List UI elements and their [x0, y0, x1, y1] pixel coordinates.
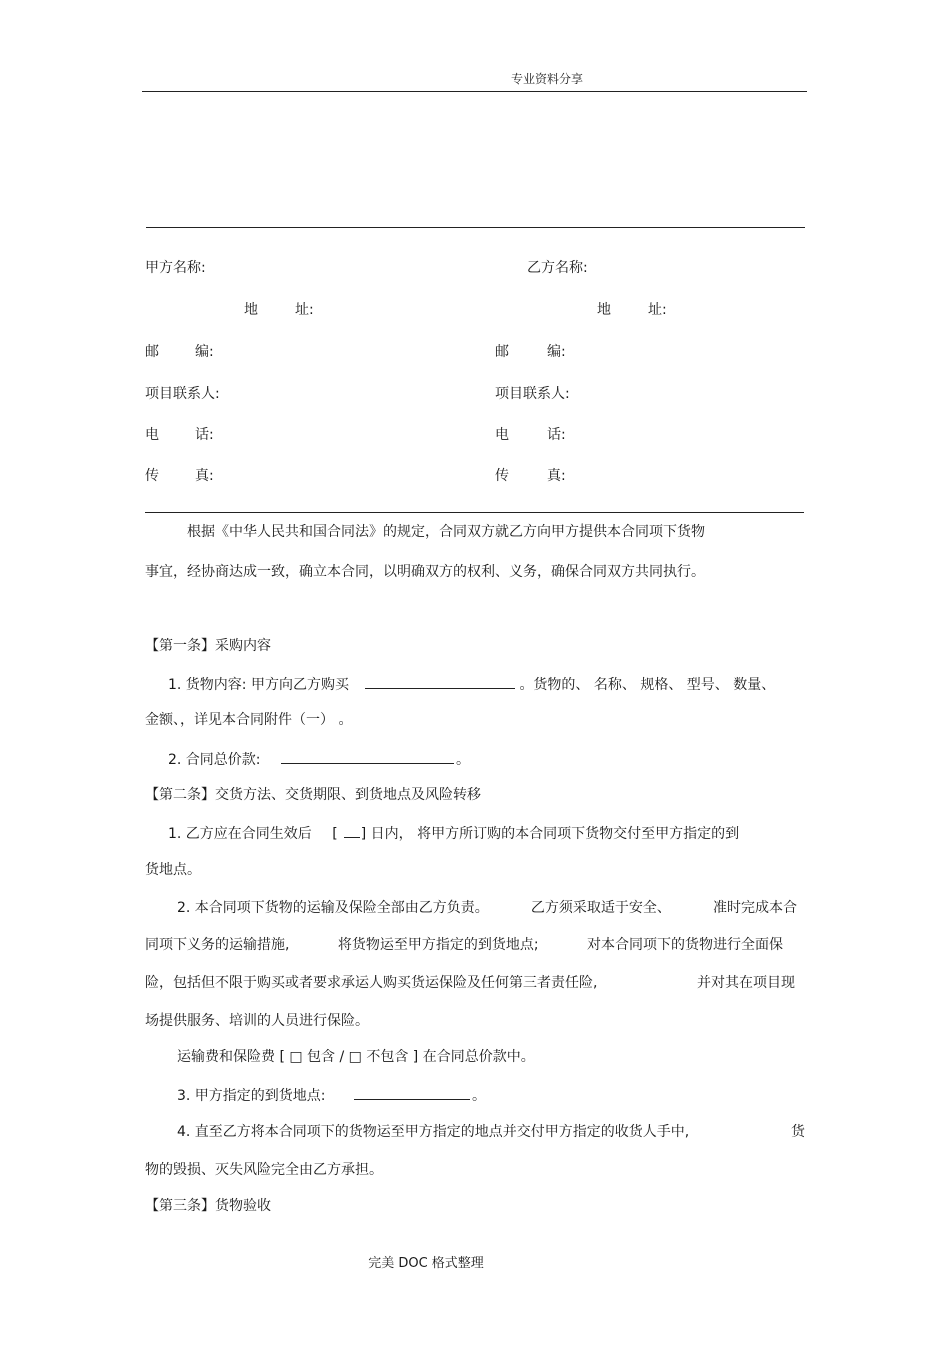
party-b-tel-char2: 话: [547, 427, 566, 443]
item-2-l1-a: 2. 本合同项下货物的运输及保险全部由乙方负责。 [177, 900, 489, 916]
article-2-item-3 [177, 1085, 486, 1106]
delivery-days-bracket-close: ] [360, 826, 367, 842]
article-2-item-3-suffix: 。 [471, 1088, 486, 1104]
article-1-heading: 【第一条】采购内容 [145, 638, 271, 654]
party-a-address-char2: 址: [295, 302, 314, 318]
delivery-location-blank[interactable] [354, 1085, 470, 1100]
intro-line-2: 事宜，经协商达成一致，确立本合同，以明确双方的权利、义务，确保合同双方共同执行。 [145, 564, 705, 580]
article-2-heading: 【第二条】交货方法、交货期限、到货地点及风险转移 [145, 787, 481, 803]
party-b-address-char1: 地 [597, 302, 611, 318]
article-2-item-2-line-1 [177, 898, 797, 918]
goods-content-blank[interactable] [365, 674, 515, 689]
article-2-item-2-line-3 [145, 973, 795, 993]
item-2-l3-a: 险，包括但不限于购买或者要求承运人购买货运保险及任何第三者责任险, [145, 975, 598, 991]
intro-line-1: 根据《中华人民共和国合同法》的规定，合同双方就乙方向甲方提供本合同项下货物 [187, 524, 705, 540]
article-2-item-4-line-2: 物的毁损、灭失风险完全由乙方承担。 [145, 1162, 383, 1178]
item-2-l1-c: 准时完成本合 [713, 900, 797, 916]
article-2-item-4-line-1 [177, 1122, 805, 1142]
party-a-tel-char2: 话: [195, 427, 214, 443]
party-b-zip-char1: 邮 [495, 344, 509, 360]
article-2-item-1-suffix: 日内， 将甲方所订购的本合同项下货物交付至甲方指定的到 [370, 826, 740, 842]
party-b-fax-char1: 传 [495, 468, 509, 484]
party-a-contact-label: 项目联系人: [145, 386, 220, 402]
party-b-contact-label: 项目联系人: [495, 386, 570, 402]
party-a-zip-char2: 编: [195, 344, 214, 360]
item-2-l2-a: 同项下义务的运输措施, [145, 937, 290, 953]
party-b-tel-char1: 电 [495, 427, 509, 443]
party-a-name-label: 甲方名称: [145, 260, 206, 276]
article-2-item-2-line-2 [145, 935, 783, 955]
party-a-tel-char1: 电 [145, 427, 159, 443]
article-1-item-2 [168, 749, 470, 770]
form-top-rule [146, 227, 805, 228]
shipping-insurance-fee-line: 运输费和保险费 [ □ 包含 / □ 不包含 ] 在合同总价款中。 [177, 1049, 535, 1065]
article-3-heading: 【第三条】货物验收 [145, 1198, 271, 1214]
page-footer: 完美 DOC 格式整理 [368, 1256, 484, 1271]
header-rule [142, 91, 807, 92]
party-a-fax-char2: 真: [195, 468, 214, 484]
article-1-item-1-suffix: 。货物的、 名称、 规格、 型号、 数量、 [519, 677, 776, 693]
form-bottom-rule [145, 512, 804, 513]
article-1-item-1-prefix: 1. 货物内容: 甲方向乙方购买 [168, 677, 349, 693]
item-2-l2-b: 将货物运至甲方指定的到货地点; [337, 937, 539, 953]
party-b-zip-char2: 编: [547, 344, 566, 360]
item-2-l3-b: 并对其在项目现 [697, 975, 795, 991]
delivery-days-blank[interactable] [344, 823, 360, 838]
article-1-item-1-line-2: 金额、，详见本合同附件（一） 。 [145, 712, 353, 728]
item-4-l1-a: 4. 直至乙方将本合同项下的货物运至甲方指定的地点并交付甲方指定的收货人手中, [177, 1124, 690, 1140]
page-header: 专业资料分享 [510, 72, 583, 86]
article-2-item-1-prefix: 1. 乙方应在合同生效后 [168, 826, 312, 842]
party-a-address-char1: 地 [244, 302, 258, 318]
article-1-item-2-prefix: 2. 合同总价款: [168, 752, 261, 768]
article-2-item-3-prefix: 3. 甲方指定的到货地点: [177, 1088, 326, 1104]
article-2-item-1 [168, 823, 739, 844]
item-2-l2-c: 对本合同项下的货物进行全面保 [586, 937, 783, 953]
party-b-fax-char2: 真: [547, 468, 566, 484]
article-2-item-2-line-4: 场提供服务、培训的人员进行保险。 [145, 1013, 369, 1029]
item-2-l1-b: 乙方须采取适于安全、 [530, 900, 671, 916]
party-a-zip-char1: 邮 [145, 344, 159, 360]
party-b-name-label: 乙方名称: [527, 260, 588, 276]
article-1-item-1 [168, 674, 775, 695]
article-1-item-2-suffix: 。 [455, 752, 470, 768]
party-b-address-char2: 址: [648, 302, 667, 318]
party-a-fax-char1: 传 [145, 468, 159, 484]
article-2-item-1-line-2: 货地点。 [145, 862, 201, 878]
delivery-days-bracket-open: [ [332, 826, 338, 842]
item-4-l1-b: 货 [791, 1124, 805, 1140]
total-price-blank[interactable] [281, 749, 454, 764]
